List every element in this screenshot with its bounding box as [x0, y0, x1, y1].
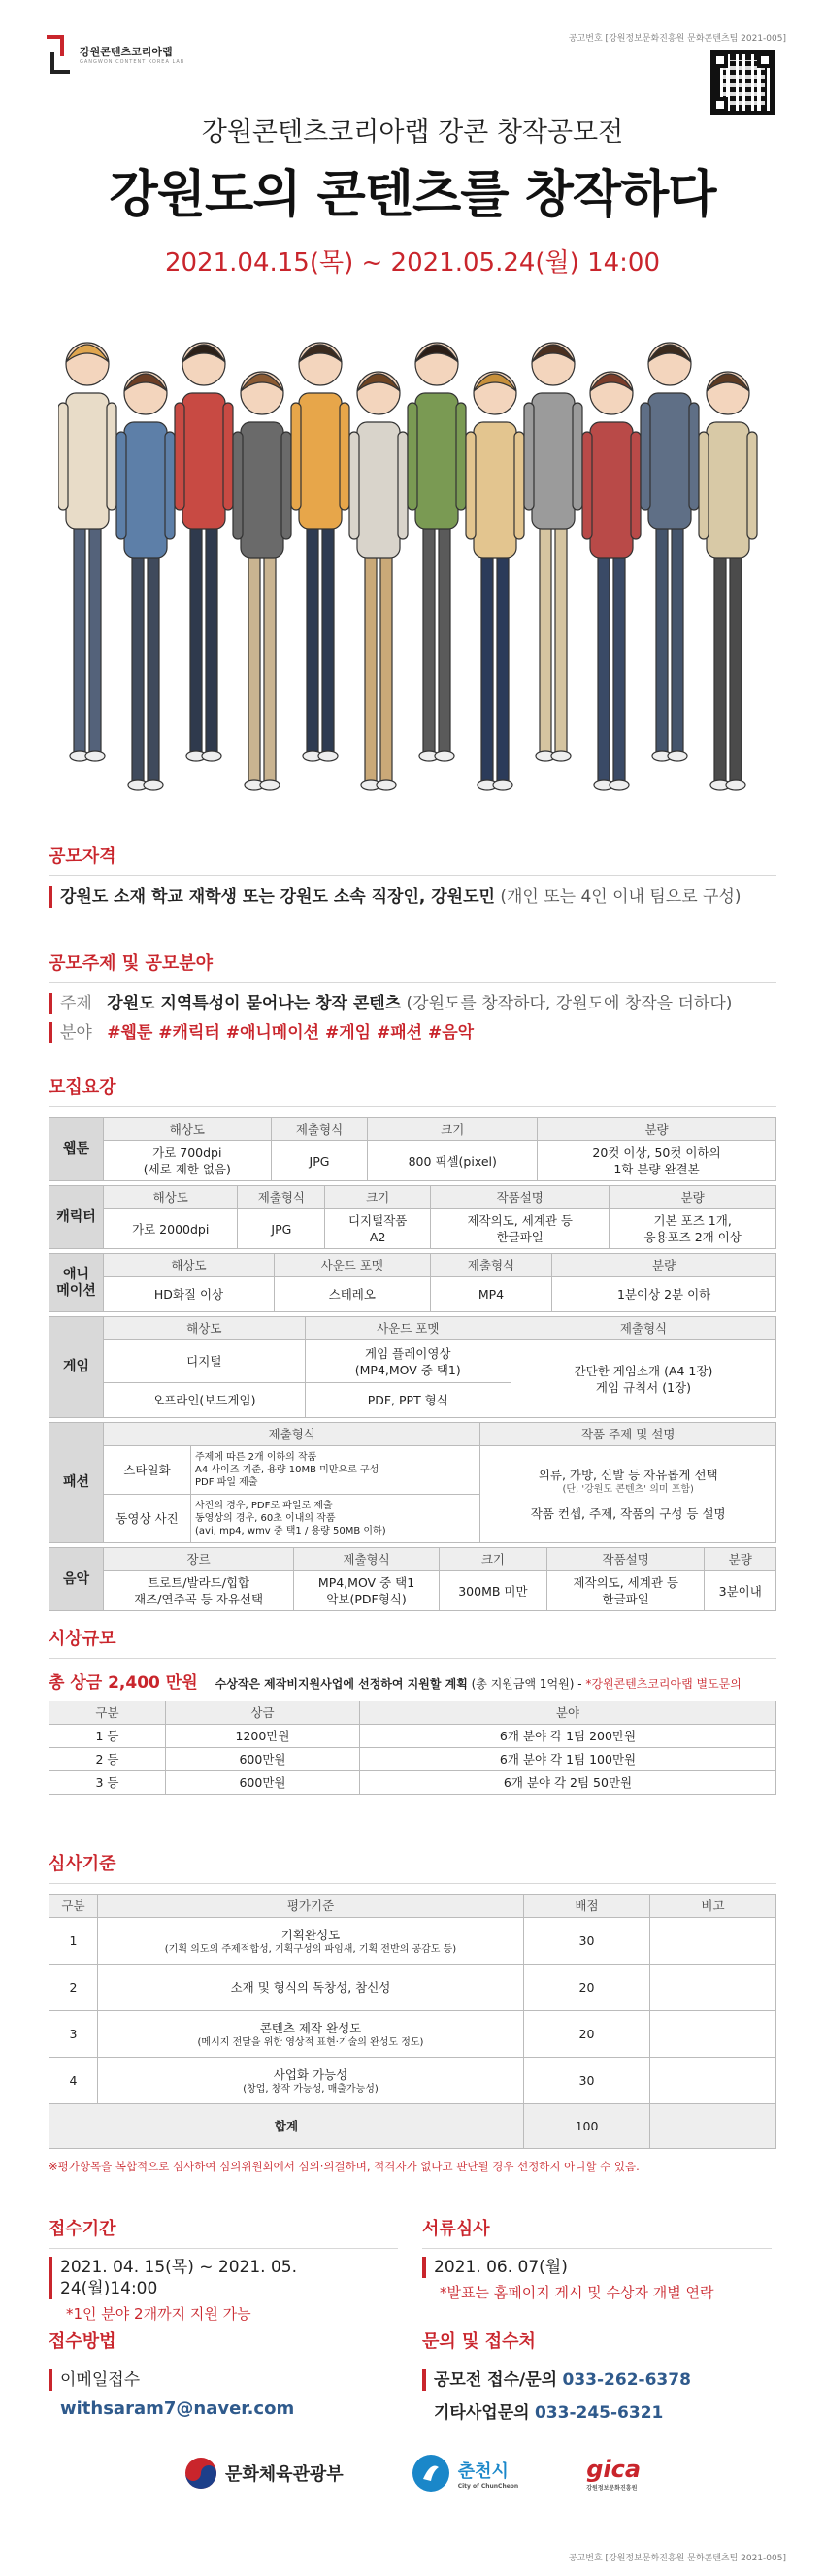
person-figure: [58, 343, 116, 761]
table-cell: 트로트/발라드/힙합 재즈/연주곡 등 자유선택: [104, 1571, 294, 1611]
requirements-title: 모집요강: [49, 1073, 776, 1107]
contact-title: 문의 및 접수처: [422, 2328, 772, 2361]
field-tags: #웹툰 #캐릭터 #애니메이션 #게임 #패션 #음악: [107, 1023, 475, 1042]
table-cell: 4: [50, 2058, 98, 2104]
review-note: *발표는 홈페이지 게시 및 수상자 개별 연락: [440, 2284, 714, 2301]
table-cell: 1200만원: [166, 1725, 360, 1748]
table-header: 해상도: [104, 1317, 306, 1340]
person-figure: [524, 343, 582, 761]
table-header: 제출형식: [430, 1254, 552, 1277]
eligibility-text: 강원도 소재 학교 재학생 또는 강원도 소속 직장인, 강원도민: [60, 887, 495, 907]
table-cell: 30: [524, 2058, 650, 2104]
mcst-name: 문화체육관광부: [224, 2464, 344, 2485]
fashion-topic2: 작품 컨셉, 주제, 작품의 구성 등 설명: [530, 1506, 726, 1521]
contact-line-1: [422, 2369, 772, 2391]
eligibility-note: (개인 또는 4인 이내 팀으로 구성): [500, 887, 742, 907]
table-cell: 3 등: [50, 1771, 166, 1795]
person-figure: [175, 343, 233, 761]
game-label: 게임: [50, 1317, 104, 1418]
criteria-sub: (기획 의도의 주제적합성, 기획구성의 파임새, 기획 전반의 공감도 등): [164, 1943, 457, 1955]
character-label: 캐릭터: [50, 1186, 104, 1249]
table-header: 분량: [552, 1254, 776, 1277]
table-cell: PDF, PPT 형식: [305, 1383, 511, 1418]
period-note: *1인 분야 2개까지 지원 가능: [66, 2305, 251, 2323]
table-cell: 제작의도, 세계관 등 한글파일: [431, 1209, 610, 1249]
contact-phone-1[interactable]: 033-262-6378: [562, 2370, 691, 2390]
table-header: 사운드 포멧: [305, 1317, 511, 1340]
review-title: 서류심사: [422, 2215, 772, 2249]
chuncheon-name: 춘천시: [457, 2460, 509, 2482]
criteria-sub: (창업, 창작 가능성, 매출가능성): [243, 2083, 379, 2095]
table-cell: 30: [524, 1918, 650, 1965]
table-header: 분량: [705, 1548, 776, 1571]
table-cell: [98, 2011, 524, 2058]
table-header: 작품 주제 및 설명: [480, 1423, 776, 1446]
person-figure: [233, 372, 291, 790]
qr-code-icon[interactable]: [710, 50, 775, 115]
table-header: 분량: [538, 1118, 776, 1141]
table-cell: [98, 1965, 524, 2011]
field-label: 분야: [60, 1023, 92, 1042]
criteria-total-label: 합계: [50, 2104, 524, 2149]
contact-label-1: 공모전 접수/문의: [434, 2370, 558, 2390]
table-cell: 3: [50, 2011, 98, 2058]
table-header: 구분: [50, 1895, 98, 1918]
person-figure: [641, 343, 699, 761]
prize-title: 시상규모: [49, 1625, 776, 1659]
table-cell: 디지털: [104, 1340, 306, 1383]
person-figure: [699, 372, 757, 790]
fashion-topic: 의류, 가방, 신발 등 자유롭게 선택: [538, 1468, 718, 1482]
students-illustration: [58, 306, 767, 791]
theme-title: 공모주제 및 공모분야: [49, 949, 776, 983]
table-header: 크기: [325, 1186, 431, 1209]
game-table: [49, 1316, 776, 1418]
webtoon-label: 웹툰: [50, 1118, 104, 1181]
table-header: 해상도: [104, 1254, 275, 1277]
table-cell: 600만원: [166, 1748, 360, 1771]
table-header: 크기: [368, 1118, 538, 1141]
criteria-footnote: ※평가항목을 복합적으로 심사하여 심의위원회에서 심의·의결하며, 적격자가 없다고 판단될 경우 선정하지 아니할 수 있음.: [49, 2160, 640, 2173]
poster-subtitle: 강원콘텐츠코리아랩 강콘 창작공모전: [201, 117, 624, 148]
table-cell: 가로 2000dpi: [104, 1209, 238, 1249]
table-header: 제출형식: [511, 1317, 776, 1340]
notice-number: 공고번호 [강원정보문화진흥원 문화콘텐츠팀 2021-005]: [568, 34, 786, 44]
table-cell: [650, 2104, 776, 2149]
logo-name: 강원콘텐츠코리아랩: [80, 46, 173, 58]
music-table: [49, 1547, 776, 1611]
table-cell: [650, 2011, 776, 2058]
table-header: 해상도: [104, 1118, 272, 1141]
music-label: 음악: [50, 1548, 104, 1611]
criteria-sub: (메시지 전달을 위한 영상적 표현·기술의 완성도 정도): [197, 2036, 424, 2048]
table-cell: 1: [50, 1918, 98, 1965]
subject-label: 주제: [60, 994, 92, 1013]
table-header: 분야: [360, 1701, 776, 1725]
chuncheon-sub: City of ChunCheon: [457, 2482, 519, 2490]
subject-line: [49, 993, 776, 1014]
criteria-section: [49, 1850, 776, 2174]
criteria-main: 사업화 가능성: [273, 2066, 348, 2082]
footer-logos: [0, 2454, 825, 2493]
method-title: 접수방법: [49, 2328, 398, 2361]
table-header: 장르: [104, 1548, 294, 1571]
logo-sub: GANGWON CONTENT KOREA LAB: [80, 59, 185, 65]
table-cell: 디지털작품 A2: [325, 1209, 431, 1249]
table-cell: MP4,MOV 중 택1 악보(PDF형식): [294, 1571, 440, 1611]
criteria-main: 기획완성도: [280, 1927, 341, 1942]
gica-logo: [586, 2456, 641, 2492]
table-cell: 동영상 사진: [104, 1495, 191, 1543]
table-header: 해상도: [104, 1186, 238, 1209]
chuncheon-logo: [412, 2454, 519, 2493]
gica-name: gica: [586, 2455, 642, 2483]
contact-section: [422, 2328, 772, 2423]
group-of-people-illustration: [58, 306, 767, 791]
method-text: 이메일접수: [49, 2369, 398, 2391]
period-section: [49, 2215, 398, 2324]
fashion-table: [49, 1422, 776, 1543]
fashion-topic-note: (단, '강원도 콘텐츠' 의미 포함): [562, 1484, 694, 1495]
table-cell: JPG: [271, 1141, 368, 1181]
table-cell: 가로 700dpi (세로 제한 없음): [104, 1141, 272, 1181]
table-header: 제출형식: [104, 1423, 480, 1446]
period-title: 접수기간: [49, 2215, 398, 2249]
table-cell: 6개 분야 각 1팀 200만원: [360, 1725, 776, 1748]
prize-note-red: *강원콘텐츠코리아랩 별도문의: [585, 1677, 742, 1691]
table-header: 제출형식: [271, 1118, 368, 1141]
person-figure: [466, 372, 524, 790]
period-text: 2021. 04. 15(목) ~ 2021. 05. 24(월)14:00: [49, 2257, 398, 2299]
table-header: 구분: [50, 1701, 166, 1725]
table-cell: 1분이상 2분 이하: [552, 1277, 776, 1312]
person-figure: [291, 343, 349, 761]
table-header: 분량: [610, 1186, 776, 1209]
person-figure: [582, 372, 641, 790]
chuncheon-emblem-icon: [412, 2454, 450, 2493]
table-cell: 600만원: [166, 1771, 360, 1795]
table-cell: 2: [50, 1965, 98, 2011]
poster-title: 강원도의 콘텐츠를 창작하다: [109, 166, 716, 224]
prize-section: [49, 1625, 776, 1795]
subject-text: 강원도 지역특성이 묻어나는 창작 콘텐츠: [107, 994, 402, 1013]
field-line: [49, 1022, 776, 1043]
person-figure: [408, 343, 466, 761]
table-cell: 20: [524, 1965, 650, 2011]
table-header: 작품설명: [431, 1186, 610, 1209]
method-section: [49, 2328, 398, 2419]
character-table: [49, 1185, 776, 1249]
table-header: 평가기준: [98, 1895, 524, 1918]
subject-note: (강원도를 창작하다, 강원도에 창작을 더하다): [406, 994, 733, 1013]
table-cell: 20컷 이상, 50컷 이하의 1화 분량 완결본: [538, 1141, 776, 1181]
table-cell: 3분이내: [705, 1571, 776, 1611]
eligibility-line: [49, 886, 776, 908]
review-section: [422, 2215, 772, 2302]
table-header: 비고: [650, 1895, 776, 1918]
table-cell: 스테레오: [274, 1277, 430, 1312]
table-cell: 제작의도, 세계관 등 한글파일: [546, 1571, 704, 1611]
person-figure: [116, 372, 175, 790]
prize-summary: [49, 1668, 776, 1693]
logo-mark-icon: [47, 35, 72, 74]
game-submit-cell: 간단한 게임소개 (A4 1장) 게임 규칙서 (1장): [511, 1340, 776, 1418]
table-cell: MP4: [430, 1277, 552, 1312]
eligibility-title: 공모자격: [49, 842, 776, 876]
header: [0, 0, 825, 291]
table-cell: 2 등: [50, 1748, 166, 1771]
table-cell: [650, 1965, 776, 2011]
contact-line-2: [422, 2398, 772, 2423]
criteria-total: 100: [524, 2104, 650, 2149]
table-cell: 20: [524, 2011, 650, 2058]
person-figure: [349, 372, 408, 790]
contest-period: 2021.04.15(목) ~ 2021.05.24(월) 14:00: [164, 248, 661, 278]
webtoon-table: [49, 1117, 776, 1181]
prize-table: [49, 1701, 776, 1795]
table-cell: 6개 분야 각 2팀 50만원: [360, 1771, 776, 1795]
animation-table: [49, 1253, 776, 1312]
fashion-label: 패션: [50, 1423, 104, 1543]
table-cell: [650, 2058, 776, 2104]
table-header: 작품설명: [546, 1548, 704, 1571]
eligibility-section: [49, 842, 776, 915]
criteria-main: 콘텐츠 제작 완성도: [259, 2020, 362, 2035]
table-cell: 주제에 따른 2개 이하의 작품 A4 사이즈 기준, 용량 10MB 미만으로 구성 PDF 파일 제출: [191, 1446, 480, 1495]
table-cell: HD화질 이상: [104, 1277, 275, 1312]
fashion-topic-cell: [480, 1446, 776, 1543]
mcst-logo: [184, 2457, 344, 2490]
animation-label: 애니 메이션: [50, 1254, 104, 1312]
table-cell: 오프라인(보드게임): [104, 1383, 306, 1418]
criteria-main: 소재 및 형식의 독창성, 참신성: [230, 1980, 391, 1995]
table-cell: 게임 플레이영상 (MP4,MOV 중 택1): [305, 1340, 511, 1383]
email-link[interactable]: withsaram7@naver.com: [60, 2398, 295, 2419]
prize-note: [215, 1675, 742, 1692]
requirements-section: [49, 1073, 776, 1615]
table-header: 제출형식: [238, 1186, 325, 1209]
theme-section: [49, 949, 776, 1051]
table-cell: 6개 분야 각 1팀 100만원: [360, 1748, 776, 1771]
table-cell: 300MB 미만: [439, 1571, 546, 1611]
criteria-table: [49, 1894, 776, 2149]
table-header: 크기: [439, 1548, 546, 1571]
prize-note-bold: 수상작은 제작비지원사업에 선정하여 지원할 계획: [214, 1677, 468, 1691]
contact-label-2: 기타사업문의: [434, 2403, 530, 2423]
table-cell: JPG: [238, 1209, 325, 1249]
table-header: 배점: [524, 1895, 650, 1918]
gangwon-content-korea-lab-logo: [47, 35, 184, 74]
review-text: 2021. 06. 07(월): [422, 2257, 772, 2278]
prize-note-rest: (총 지원금액 1억원) -: [471, 1677, 586, 1691]
table-header: 사운드 포멧: [274, 1254, 430, 1277]
table-cell: [98, 2058, 524, 2104]
gica-sub: 강원정보문화진흥원: [586, 2484, 638, 2492]
table-cell: 800 픽셀(pixel): [368, 1141, 538, 1181]
table-cell: [98, 1918, 524, 1965]
table-cell: [650, 1918, 776, 1965]
criteria-title: 심사기준: [49, 1850, 776, 1884]
taegeuk-icon: [184, 2457, 217, 2490]
table-cell: 사진의 경우, PDF로 파일로 제출 동영상의 경우, 60초 이내의 작품 (avi, mp4, wmv 중 택1 / 용량 50MB 이하): [191, 1495, 480, 1543]
table-header: 제출형식: [294, 1548, 440, 1571]
footer-notice: 공고번호 [강원정보문화진흥원 문화콘텐츠팀 2021-005]: [568, 2554, 786, 2563]
table-header: 상금: [166, 1701, 360, 1725]
table-cell: 기본 포즈 1개, 응용포즈 2개 이상: [610, 1209, 776, 1249]
table-cell: 스타일화: [104, 1446, 191, 1495]
contact-phone-2[interactable]: 033-245-6321: [534, 2403, 664, 2423]
prize-total: 총 상금 2,400 만원: [49, 1673, 198, 1693]
table-cell: 1 등: [50, 1725, 166, 1748]
